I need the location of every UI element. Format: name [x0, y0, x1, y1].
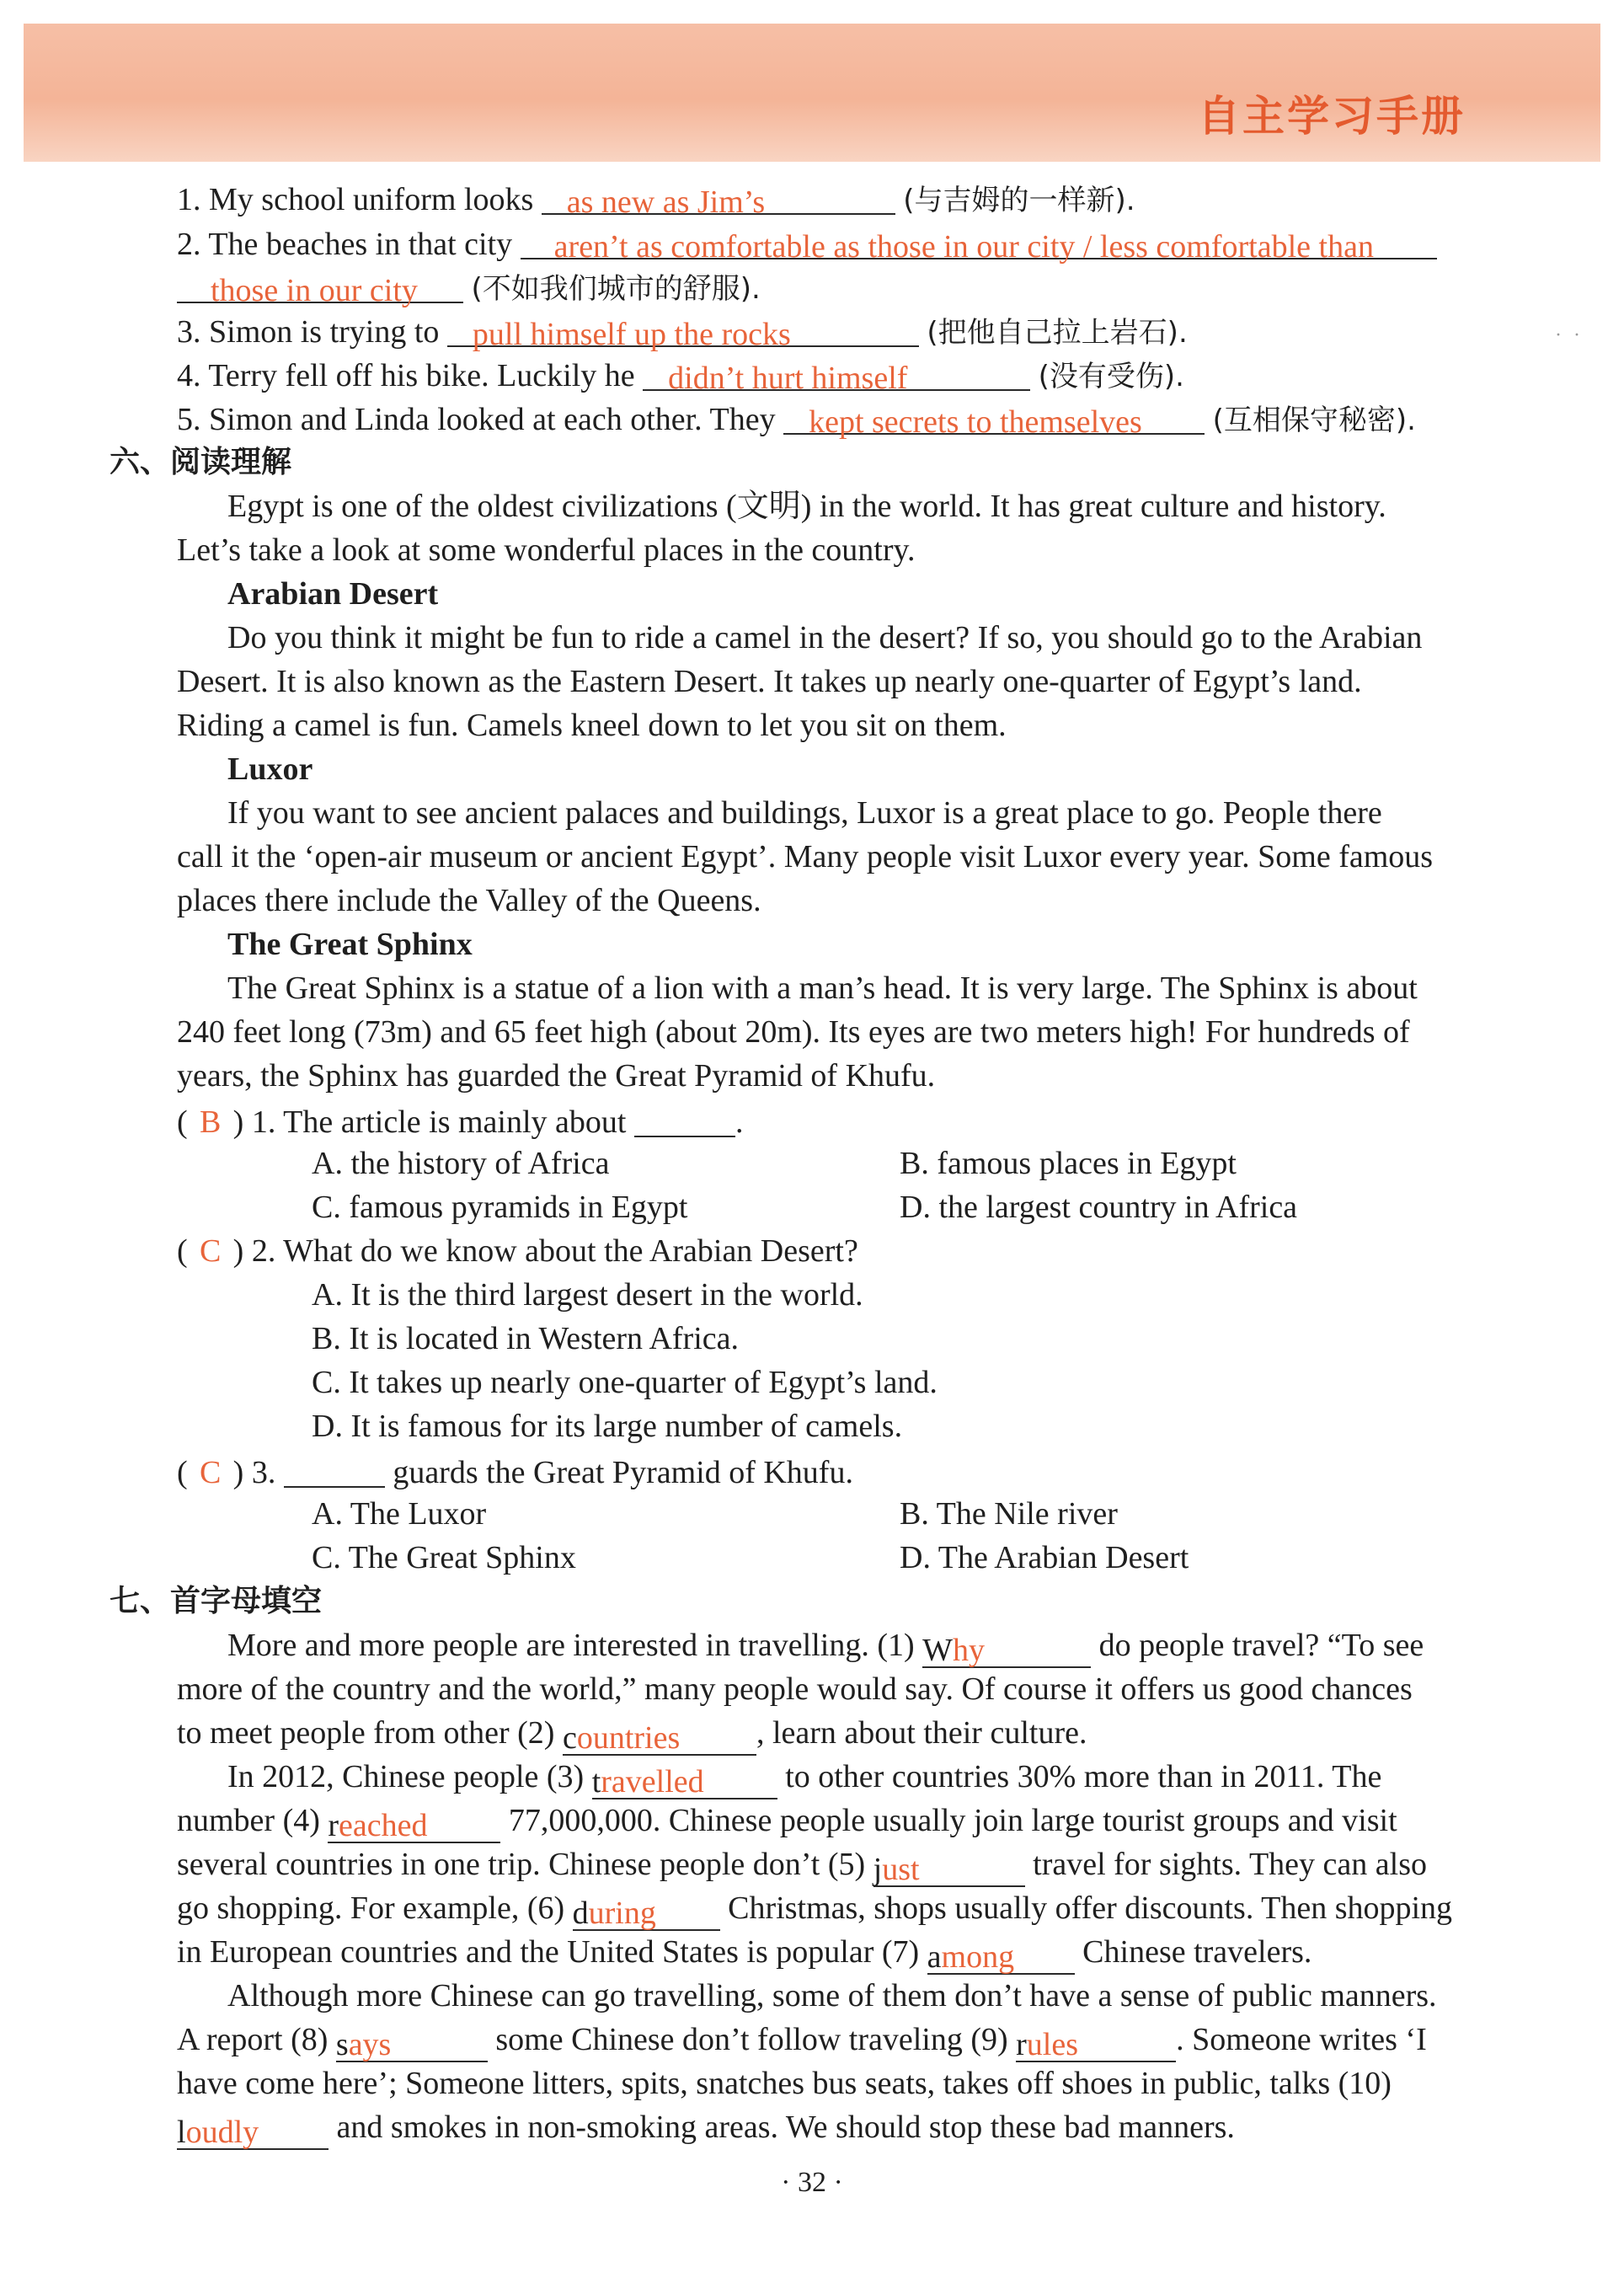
fill-in-item-5: [177, 401, 1416, 440]
reading-paragraph: Do you think it might be fun to ride a camel in the desert? If so, you should go to the Arabian: [227, 620, 1423, 655]
blank-first-letter: r: [1016, 2027, 1027, 2062]
question-answer-letter[interactable]: B: [199, 1104, 222, 1140]
answer-blank[interactable]: [447, 313, 919, 352]
option-b[interactable]: B. famous places in Egypt: [900, 1146, 1237, 1181]
answer-blank[interactable]: [643, 357, 1030, 396]
cloze-blank-9[interactable]: [1016, 2029, 1176, 2062]
sentence-text: 2. The beaches in that city: [177, 227, 513, 262]
cloze-blank-5[interactable]: [873, 1853, 1025, 1887]
question-1: ( B ) 1. The article is mainly about .: [177, 1104, 744, 1140]
answer-text: didn’t hurt himself: [668, 361, 908, 396]
cloze-line: [177, 1892, 1452, 1931]
sentence-text: 4. Terry fell off his bike. Luckily he: [177, 358, 635, 393]
cloze-line: [177, 1848, 1427, 1887]
chinese-hint: (把他自己拉上岩石).: [927, 316, 1188, 350]
cloze-blank-8[interactable]: [336, 2029, 488, 2062]
option-d[interactable]: D. the largest country in Africa: [900, 1190, 1298, 1225]
reading-paragraph: The Great Sphinx is a statue of a lion with a man’s head. It is very large. The Sphinx is about: [227, 971, 1418, 1006]
question-stem: 3.: [251, 1455, 276, 1490]
answer-blank[interactable]: [783, 401, 1205, 440]
answer-text: aren’t as comfortable as those in our city / less comfortable than: [553, 229, 1374, 265]
page-number: · 32 ·: [781, 2167, 843, 2198]
cloze-line: [177, 2111, 1235, 2150]
blank-first-letter: c: [562, 1720, 577, 1756]
chinese-hint: (与吉姆的一样新).: [903, 184, 1135, 217]
cloze-text: and smokes in non-smoking areas. We should stop these bad manners.: [336, 2110, 1235, 2145]
cloze-line: more of the country and the world,” many people would say. Of course it offers us good chances: [177, 1671, 1413, 1707]
answer-blank[interactable]: [177, 270, 463, 308]
option-c[interactable]: C. The Great Sphinx: [312, 1540, 576, 1575]
question-stem: 1. The article is mainly about: [251, 1104, 627, 1140]
page-header-banner: [24, 24, 1600, 162]
blank-answer: hy: [953, 1633, 986, 1668]
reading-paragraph: places there include the Valley of the Queens.: [177, 883, 761, 918]
answer-text: as new as Jim’s: [566, 184, 766, 220]
reading-paragraph: If you want to see ancient palaces and buildings, Luxor is a great place to go. People there: [227, 795, 1382, 831]
cloze-text: . Someone writes ‘I: [1176, 2022, 1427, 2057]
reading-heading: Arabian Desert: [227, 576, 439, 612]
fill-in-item-2: [177, 226, 1437, 265]
cloze-line: [227, 1629, 1424, 1668]
cloze-blank-1[interactable]: [922, 1634, 1091, 1668]
fill-in-item-3: [177, 313, 1188, 352]
cloze-line: have come here’; Someone litters, spits, snatches bus seats, takes off shoes in public, talks (10): [177, 2066, 1392, 2101]
chinese-hint: (不如我们城市的舒服).: [471, 272, 761, 306]
question-stem-end: .: [735, 1104, 744, 1140]
cloze-blank-4[interactable]: [328, 1810, 500, 1843]
cloze-blank-6[interactable]: [573, 1897, 720, 1931]
option-d[interactable]: D. It is famous for its large number of camels.: [312, 1409, 903, 1444]
reading-heading: Luxor: [227, 751, 313, 787]
blank-answer: uring: [588, 1896, 656, 1931]
question-stem-end: guards the Great Pyramid of Khufu.: [393, 1455, 853, 1490]
answer-blank[interactable]: [542, 181, 895, 220]
question-stem: 2. What do we know about the Arabian Desert?: [251, 1233, 858, 1269]
sentence-text: 5. Simon and Linda looked at each other. They: [177, 402, 776, 437]
cloze-text: , learn about their culture.: [756, 1715, 1087, 1751]
option-a[interactable]: A. It is the third largest desert in the world.: [312, 1277, 863, 1313]
question-blank: [634, 1104, 735, 1137]
reading-paragraph: Desert. It is also known as the Eastern Desert. It takes up nearly one-quarter of Egypt’s land.: [177, 664, 1362, 699]
cloze-blank-10[interactable]: [177, 2116, 329, 2150]
blank-first-letter: j: [873, 1852, 883, 1887]
cloze-text: do people travel? “To see: [1098, 1628, 1424, 1663]
cloze-blank-3[interactable]: [592, 1766, 777, 1799]
question-3: ( C ) 3. guards the Great Pyramid of Khufu.: [177, 1455, 853, 1490]
option-c[interactable]: C. famous pyramids in Egypt: [312, 1190, 688, 1225]
blank-answer: eached: [339, 1808, 428, 1843]
option-b[interactable]: B. The Nile river: [900, 1496, 1118, 1532]
reading-paragraph: years, the Sphinx has guarded the Great Pyramid of Khufu.: [177, 1058, 936, 1094]
cloze-line: Although more Chinese can go travelling, some of them don’t have a sense of public manners.: [227, 1978, 1437, 2013]
scan-artifact-dots: · ·: [1555, 324, 1584, 346]
blank-answer: ountries: [576, 1720, 681, 1756]
header-title: 自主学习手册: [1198, 92, 1466, 141]
reading-paragraph: Let’s take a look at some wonderful places in the country.: [177, 532, 916, 568]
blank-answer: ays: [348, 2027, 392, 2062]
blank-answer: ust: [882, 1852, 920, 1887]
blank-answer: ravelled: [601, 1764, 704, 1799]
cloze-text: A report (8): [177, 2022, 329, 2057]
fill-in-item-1: [177, 181, 1135, 220]
blank-first-letter: d: [572, 1896, 589, 1931]
blank-answer: ules: [1026, 2027, 1079, 2062]
answer-text: pull himself up the rocks: [472, 317, 791, 352]
reading-paragraph: Egypt is one of the oldest civilizations (文明) in the world. It has great culture and history.: [227, 489, 1386, 524]
cloze-line: [177, 1936, 1311, 1975]
cloze-text: in European countries and the United States is popular (7): [177, 1934, 920, 1970]
cloze-text: to meet people from other (2): [177, 1715, 555, 1751]
section-title-cloze: 七、首字母填空: [110, 1584, 323, 1618]
question-answer-letter[interactable]: C: [199, 1233, 222, 1269]
option-a[interactable]: A. the history of Africa: [312, 1146, 610, 1181]
answer-blank[interactable]: [521, 226, 1437, 265]
blank-first-letter: a: [927, 1939, 942, 1975]
fill-in-item-4: [177, 357, 1184, 396]
chinese-hint: (互相保守秘密).: [1212, 404, 1416, 437]
cloze-text: go shopping. For example, (6): [177, 1890, 565, 1926]
reading-paragraph: Riding a camel is fun. Camels kneel down to let you sit on them.: [177, 708, 1007, 743]
option-c[interactable]: C. It takes up nearly one-quarter of Egypt’s land.: [312, 1365, 938, 1400]
option-d[interactable]: D. The Arabian Desert: [900, 1540, 1189, 1575]
reading-paragraph: call it the ‘open-air museum or ancient Egypt’. Many people visit Luxor every year. Some famous: [177, 839, 1434, 874]
cloze-line: [177, 1717, 1087, 1756]
option-b[interactable]: B. It is located in Western Africa.: [312, 1321, 739, 1356]
cloze-text: More and more people are interested in travelling. (1): [227, 1628, 915, 1663]
answer-text: those in our city: [211, 273, 418, 308]
question-answer-letter[interactable]: C: [199, 1455, 222, 1490]
cloze-text: In 2012, Chinese people (3): [227, 1759, 585, 1794]
blank-first-letter: W: [922, 1633, 954, 1668]
blank-answer: oudly: [185, 2115, 259, 2150]
blank-first-letter: l: [177, 2115, 186, 2150]
blank-answer: mong: [941, 1939, 1015, 1975]
option-a[interactable]: A. The Luxor: [312, 1496, 487, 1532]
chinese-hint: (没有受伤).: [1038, 360, 1184, 393]
blank-first-letter: t: [591, 1764, 601, 1799]
sentence-text: 3. Simon is trying to: [177, 314, 440, 350]
cloze-text: several countries in one trip. Chinese people don’t (5): [177, 1847, 866, 1882]
cloze-text: Chinese travelers.: [1082, 1934, 1312, 1970]
cloze-line: [177, 2024, 1427, 2062]
cloze-line: [227, 1761, 1381, 1799]
cloze-text: some Chinese don’t follow traveling (9): [495, 2022, 1008, 2057]
sentence-text: 1. My school uniform looks: [177, 182, 534, 217]
cloze-line: [177, 1805, 1397, 1843]
cloze-text: Christmas, shops usually offer discounts. Then shopping: [728, 1890, 1453, 1926]
cloze-text: to other countries 30% more than in 2011. The: [785, 1759, 1382, 1794]
cloze-blank-2[interactable]: [563, 1722, 756, 1756]
blank-first-letter: s: [335, 2027, 349, 2062]
reading-heading: The Great Sphinx: [227, 927, 473, 962]
question-2: ( C ) 2. What do we know about the Arabian Desert?: [177, 1233, 858, 1269]
cloze-text: 77,000,000. Chinese people usually join large tourist groups and visit: [508, 1803, 1397, 1838]
blank-first-letter: r: [328, 1808, 339, 1843]
fill-in-item-2-continued: [177, 270, 761, 308]
section-title-reading: 六、阅读理解: [110, 445, 292, 479]
answer-text: kept secrets to themselves: [809, 404, 1142, 440]
cloze-blank-7[interactable]: [927, 1941, 1075, 1975]
cloze-text: travel for sights. They can also: [1033, 1847, 1427, 1882]
reading-paragraph: 240 feet long (73m) and 65 feet high (about 20m). Its eyes are two meters high! For hundreds of: [177, 1014, 1410, 1050]
question-blank: [284, 1454, 385, 1488]
cloze-text: number (4): [177, 1803, 320, 1838]
